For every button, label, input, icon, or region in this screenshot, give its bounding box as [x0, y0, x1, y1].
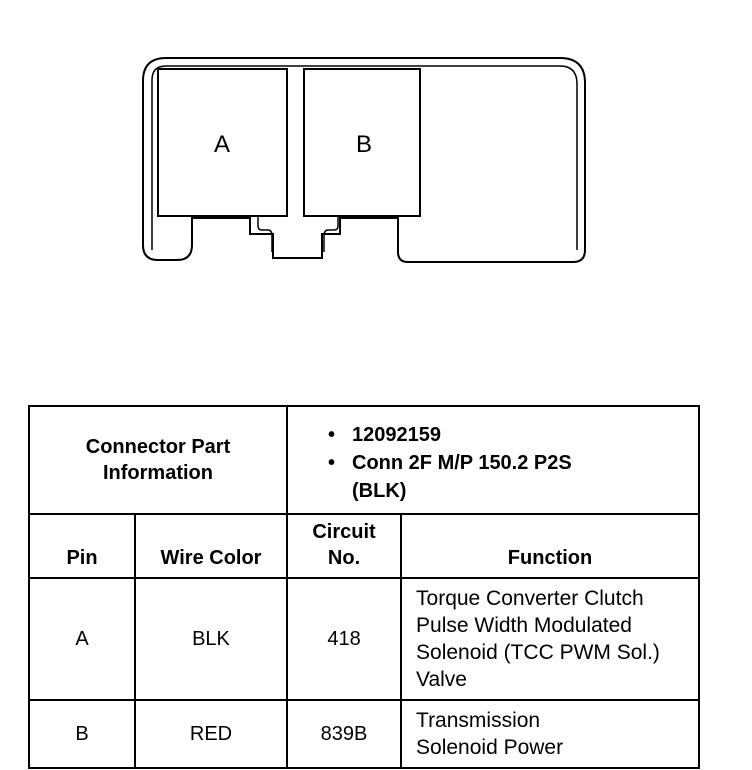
part-numbers-cell — [287, 406, 699, 514]
wire-color-column-header: Wire Color — [135, 514, 287, 578]
circuit-cell: 839B — [287, 700, 401, 768]
function-cell: Torque Converter Clutch Pulse Width Modulated Solenoid (TCC PWM Sol.) Valve — [401, 578, 699, 700]
circuit-no-column-header: Circuit No. — [287, 514, 401, 578]
pin-a-label: A — [213, 131, 231, 158]
function-column-header: Function — [401, 514, 699, 578]
part-info-label: Connector Part Information — [29, 406, 287, 514]
part-number-item: • 12092159 — [328, 421, 698, 449]
part-numbers-list — [328, 421, 698, 505]
function-cell: Transmission Solenoid Power — [401, 700, 699, 768]
pin-b-label: B — [355, 131, 373, 158]
connector-face-diagram — [0, 0, 752, 330]
wire-color-cell: BLK — [135, 578, 287, 700]
circuit-cell: 418 — [287, 578, 401, 700]
pin-column-header: Pin — [29, 514, 135, 578]
part-info-row — [29, 406, 699, 514]
table-row — [29, 700, 699, 768]
column-header-row — [29, 514, 699, 578]
table-row — [29, 578, 699, 700]
part-number-item: • Conn 2F M/P 150.2 P2S (BLK) — [328, 449, 698, 505]
pin-cell: B — [29, 700, 135, 768]
wire-color-cell: RED — [135, 700, 287, 768]
pin-cell: A — [29, 578, 135, 700]
connector-pinout-table — [28, 405, 700, 769]
